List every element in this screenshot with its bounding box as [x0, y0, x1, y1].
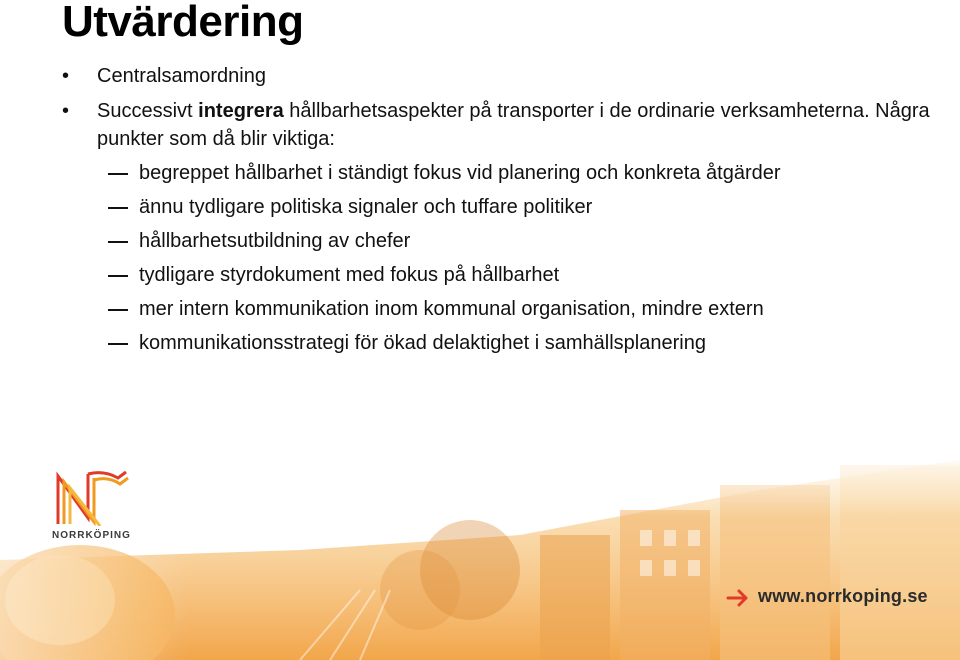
sub-item [62, 329, 942, 357]
dash-icon [108, 173, 128, 175]
sub-item-text: kommunikationsstrategi för ökad delaktighet i samhällsplanering [139, 332, 706, 354]
dash-icon [108, 241, 128, 243]
norrkoping-logo-icon [52, 468, 132, 526]
bullet-dot-icon: • [62, 65, 70, 87]
sub-item-text: ännu tydligare politiska signaler och tuffare politiker [139, 196, 593, 218]
sub-item [62, 227, 942, 255]
footer-photo-collage [0, 440, 960, 660]
sub-item-text: begreppet hållbarhet i ständigt fokus vid planering och konkreta åtgärder [139, 162, 781, 184]
bullet-text-bold: integrera [198, 100, 284, 122]
slide-content [62, 62, 942, 357]
dash-icon [108, 343, 128, 345]
bullet-item [62, 97, 942, 153]
dash-icon [108, 207, 128, 209]
dash-icon [108, 275, 128, 277]
sub-item [62, 295, 942, 323]
sub-item [62, 261, 942, 289]
arrow-right-icon [726, 589, 750, 607]
bullet-item [62, 62, 942, 90]
sub-item-text: tydligare styrdokument med fokus på hållbarhet [139, 264, 560, 286]
sub-item-text: mer intern kommunikation inom kommunal organisation, mindre extern [139, 298, 764, 320]
sub-item [62, 193, 942, 221]
sub-item-text: hållbarhetsutbildning av chefer [139, 230, 411, 252]
bullet-text-post: hållbarhetsaspekter på transporter i de ordinarie verksamheterna. Några punkter som då blir viktiga: [97, 100, 930, 150]
bullet-dot-icon: • [62, 100, 70, 122]
website-link[interactable]: www.norrkoping.se [758, 586, 928, 606]
slide-title: Utvärdering [62, 0, 304, 46]
sub-item-list [62, 159, 942, 357]
logo-wordmark: NORRKÖPING [52, 530, 131, 541]
sub-item [62, 159, 942, 187]
dash-icon [108, 309, 128, 311]
bullet-text-pre: Successivt [97, 100, 199, 122]
bullet-text: Centralsamordning [97, 65, 266, 87]
